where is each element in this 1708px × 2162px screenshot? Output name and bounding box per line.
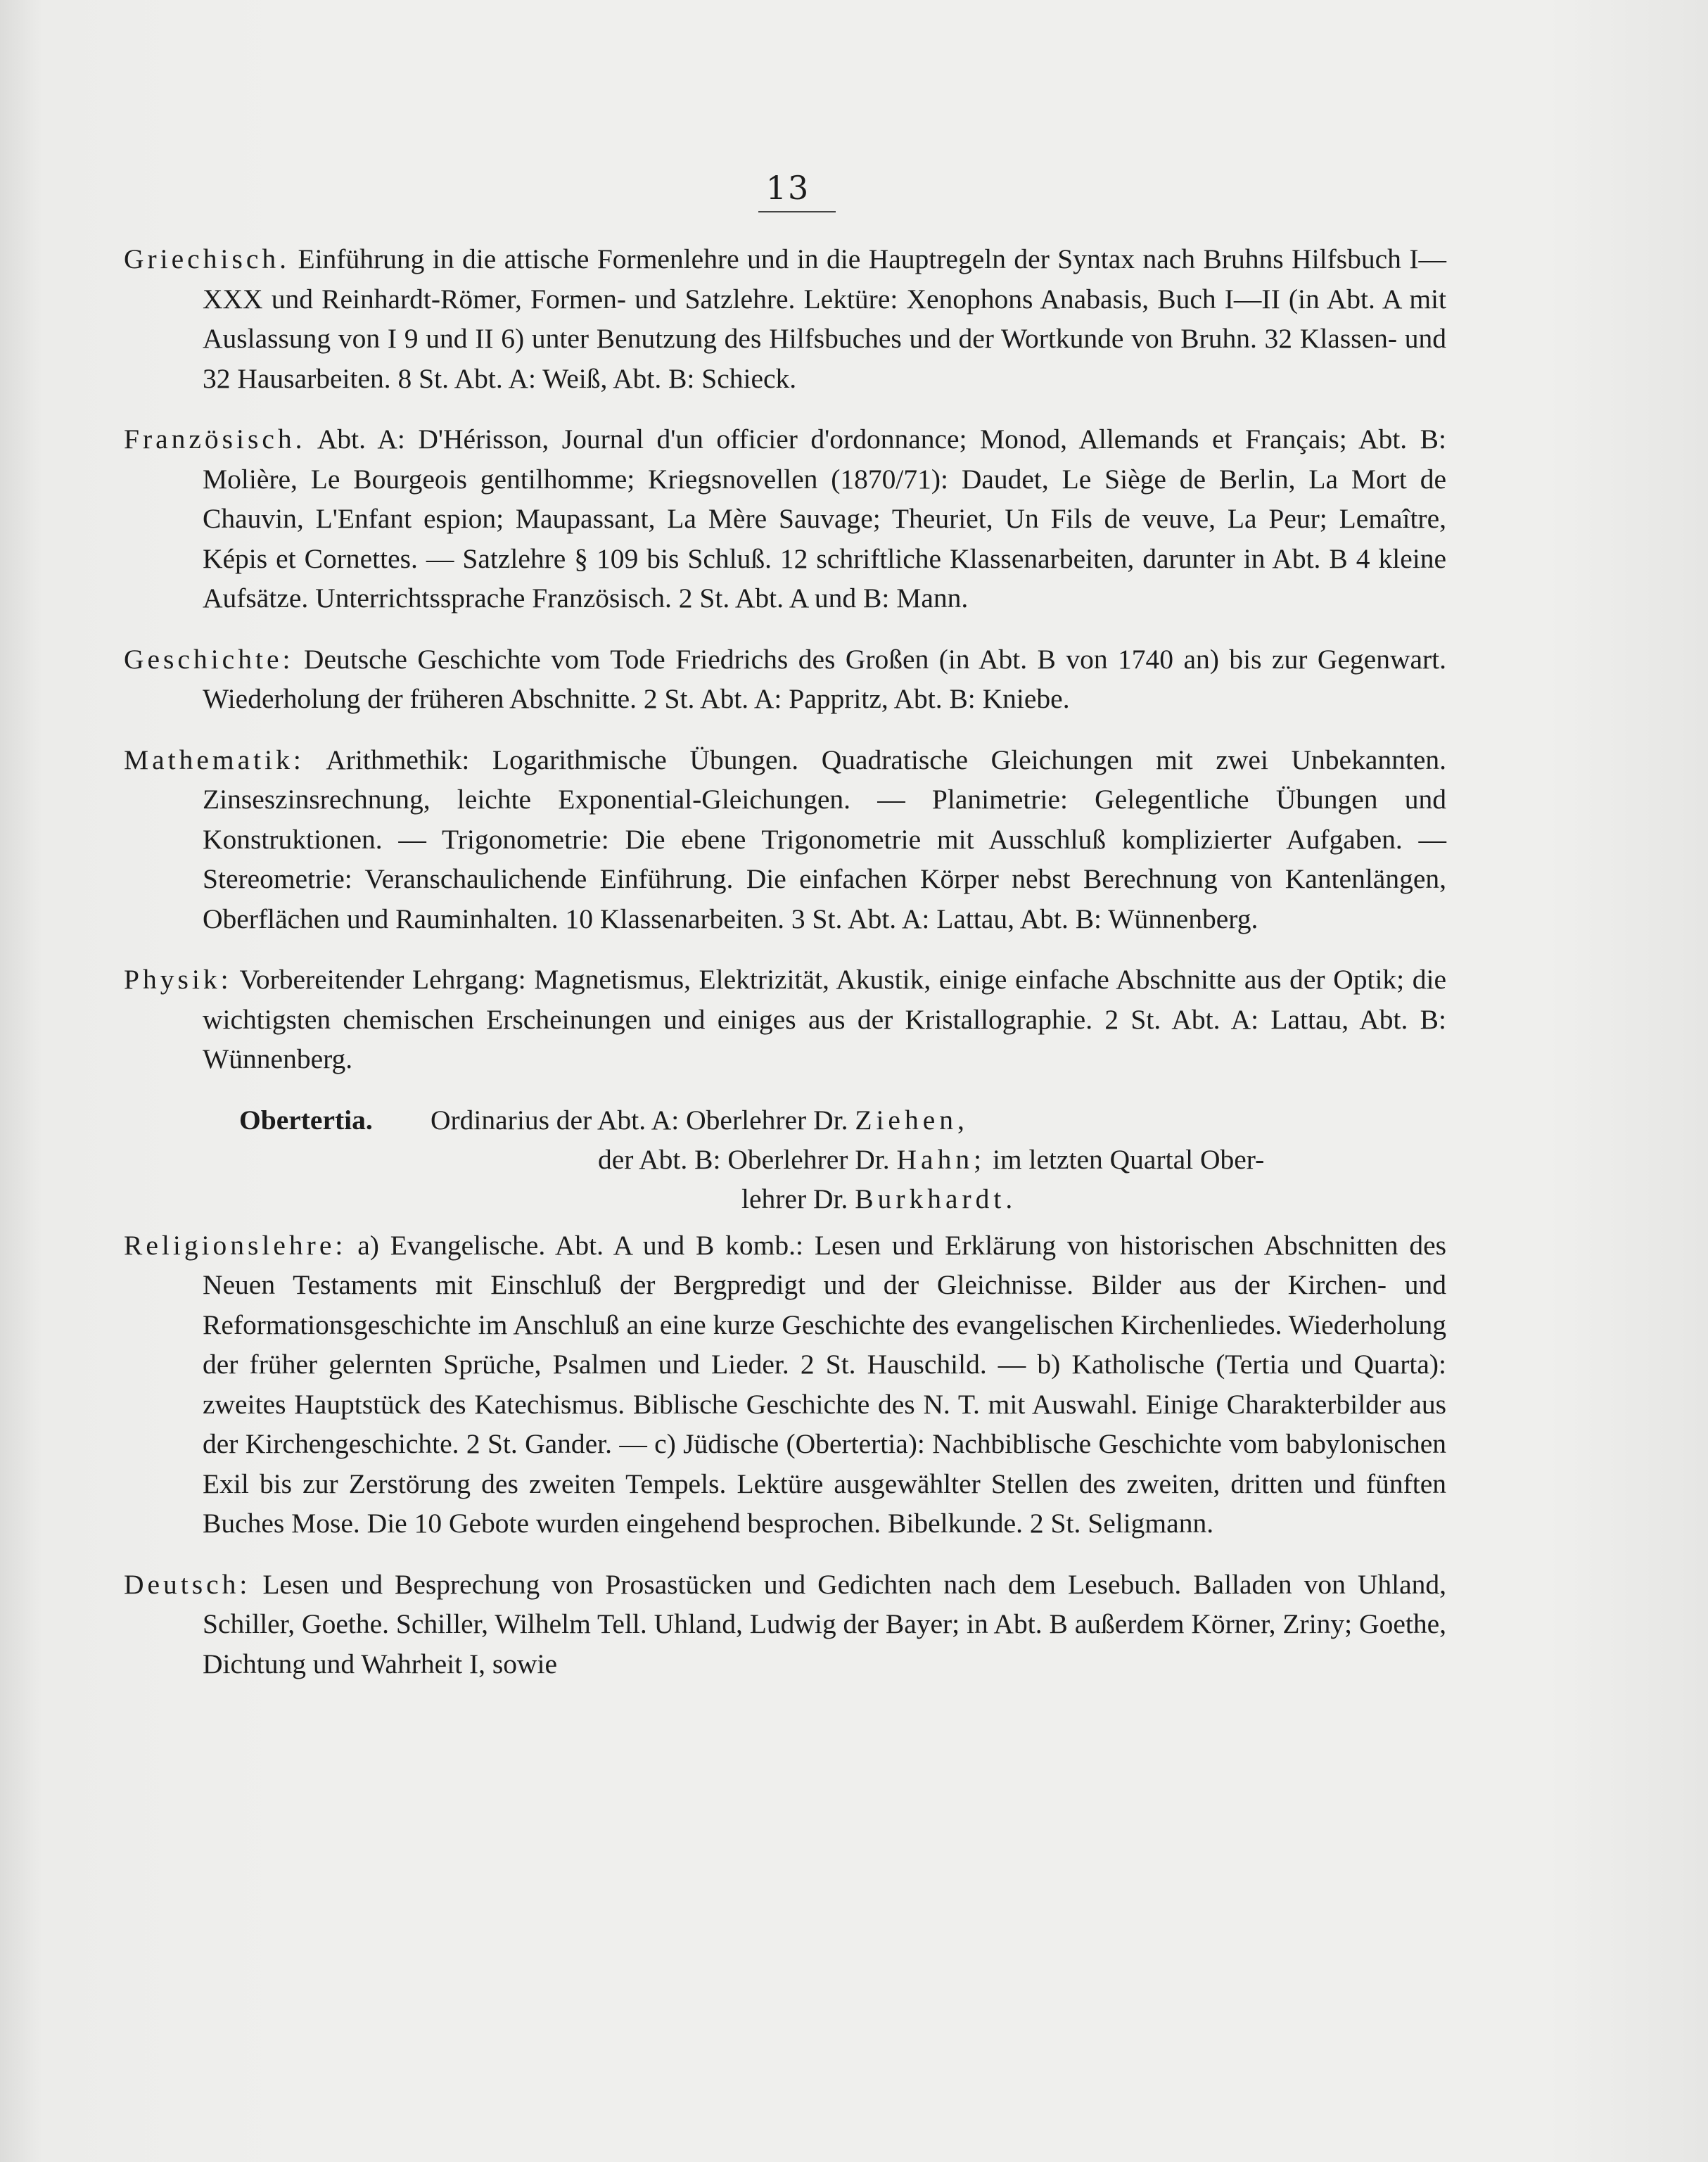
obertertia-section bbox=[124, 1100, 1446, 1226]
entry-franzoesisch bbox=[124, 419, 1446, 618]
ordinarius-line bbox=[431, 1100, 969, 1140]
entry-text: Vorbereitender Lehrgang: Magnetismus, Elektrizität, Akustik, einige einfache Abschnitte aus der Optik; die wichtigsten chemischen Erscheinungen und einiges aus der Kristallographie. 2 St. Abt. A: Lattau, Abt. B: Wünnenberg. bbox=[203, 964, 1446, 1074]
subject-heading: Griechisch. bbox=[124, 243, 290, 274]
entry-religionslehre bbox=[124, 1226, 1446, 1544]
entry-griechisch bbox=[124, 239, 1446, 398]
entry-text: Lesen und Besprechung von Prosastücken und Gedichten nach dem Lesebuch. Balladen von Uhland, Schiller, Goethe. Schiller, Wilhelm Tell. Uhland, Ludwig der Bayer; in Abt. B außerdem Körner, Zriny; Goethe, Dichtung und Wahrheit I, sowie bbox=[203, 1568, 1446, 1679]
entry-text: a) Evangelische. Abt. A und B komb.: Lesen und Erklärung von historischen Abschnitten des Neuen Testaments mit Einschluß der Bergpredigt und der Gleichnisse. Bilder aus der Kirchen- und Reformationsgeschichte im Anschluß an eine kurze Geschichte des evangelischen Kirchenliedes. Wiederholung der früher gelernten Sprüche, Psalmen und Lieder. 2 St. Hauschild. — b) Katholische (Tertia und Quarta): zweites Hauptstück des Katechismus. Biblische Geschichte des N. T. mit Auswahl. Einige Charakterbilder aus der Kirchengeschichte. 2 St. Gander. — c) Jüdische (Obertertia): Nachbiblische Geschichte vom babylonischen Exil bis zur Zerstörung des zweiten Tempels. Lektüre ausgewählter Stellen des zweiten, dritten und fünften Buches Mose. Die 10 Gebote wurden eingehend besprochen. Bibelkunde. 2 St. Seligmann. bbox=[203, 1229, 1447, 1539]
entry-text: Abt. A: D'Hérisson, Journal d'un officier d'ordonnance; Monod, Allemands et Français; Abt. B: Molière, Le Bourgeois gentilhomme; Kriegsnovellen (1870/71): Daudet, Le Siège de Berlin, La Mort de Chauvin, L'Enfant espion; Maupassant, La Mère Sauvage; Theuriet, Un Fils de veuve, La Peur; Lemaître, Képis et Cornettes. — Satzlehre § 109 bis Schluß. 12 schriftliche Klassenarbeiten, darunter in Abt. B 4 kleine Aufsätze. Unterrichtssprache Französisch. 2 St. Abt. A und B: Mann. bbox=[203, 424, 1447, 613]
ordinarius-text: im letzten Quartal Ober- bbox=[992, 1143, 1265, 1175]
subject-heading: Französisch. bbox=[124, 424, 306, 454]
page-number-rule bbox=[758, 211, 836, 212]
entry-text: Deutsche Geschichte vom Tode Friedrichs des Großen (in Abt. B von 1740 an) bis zur Gegenwart. Wiederholung der früheren Abschnitte. 2 St. Abt. A: Pappritz, Abt. B: Kniebe. bbox=[203, 643, 1447, 714]
entry-physik bbox=[124, 960, 1446, 1079]
subject-heading: Mathematik: bbox=[124, 744, 305, 775]
teacher-name: Burkhardt. bbox=[855, 1183, 1017, 1214]
subject-heading: Deutsch: bbox=[124, 1568, 251, 1600]
ordinarius-text: Ordinarius der Abt. A: Oberlehrer Dr. bbox=[431, 1104, 848, 1136]
page-number: 13 bbox=[765, 169, 810, 207]
subject-heading: Physik: bbox=[124, 964, 232, 995]
subject-heading: Geschichte: bbox=[124, 643, 294, 675]
page-body bbox=[124, 239, 1446, 1705]
teacher-name: Hahn; bbox=[896, 1143, 986, 1175]
class-title: Obertertia. bbox=[239, 1104, 373, 1136]
subject-heading: Religionslehre: bbox=[124, 1229, 347, 1261]
ordinarius-text: lehrer Dr. bbox=[741, 1183, 848, 1214]
entry-deutsch bbox=[124, 1565, 1446, 1684]
entry-geschichte bbox=[124, 640, 1446, 719]
ordinarius-line bbox=[741, 1179, 1016, 1219]
ordinarius-text: der Abt. B: Oberlehrer Dr. bbox=[598, 1143, 890, 1175]
teacher-name: Ziehen, bbox=[855, 1104, 969, 1136]
ordinarius-line bbox=[598, 1140, 1264, 1180]
entry-mathematik bbox=[124, 740, 1446, 939]
entry-text: Arithmethik: Logarithmische Übungen. Quadratische Gleichungen mit zwei Unbekannten. Zinseszinsrechnung, leichte Exponential-Gleichungen. — Planimetrie: Gelegentliche Übungen und Konstruktionen. — Trigonometrie: Die ebene Trigonometrie mit Ausschluß komplizierter Aufgaben. — Stereometrie: Veranschaulichende Einführung. Die einfachen Körper nebst Berechnung von Kantenlängen, Oberflächen und Rauminhalten. 10 Klassenarbeiten. 3 St. Abt. A: Lattau, Abt. B: Wünnenberg. bbox=[203, 744, 1446, 934]
entry-text: Einführung in die attische Formenlehre und in die Hauptregeln der Syntax nach Bruhns Hilfsbuch I—XXX und Reinhardt-Römer, Formen- und Satzlehre. Lektüre: Xenophons Anabasis, Buch I—II (in Abt. A mit Auslassung von I 9 und II 6) unter Benutzung des Hilfsbuches und der Wortkunde von Bruhn. 32 Klassen- und 32 Hausarbeiten. 8 St. Abt. A: Weiß, Abt. B: Schieck. bbox=[203, 243, 1447, 394]
